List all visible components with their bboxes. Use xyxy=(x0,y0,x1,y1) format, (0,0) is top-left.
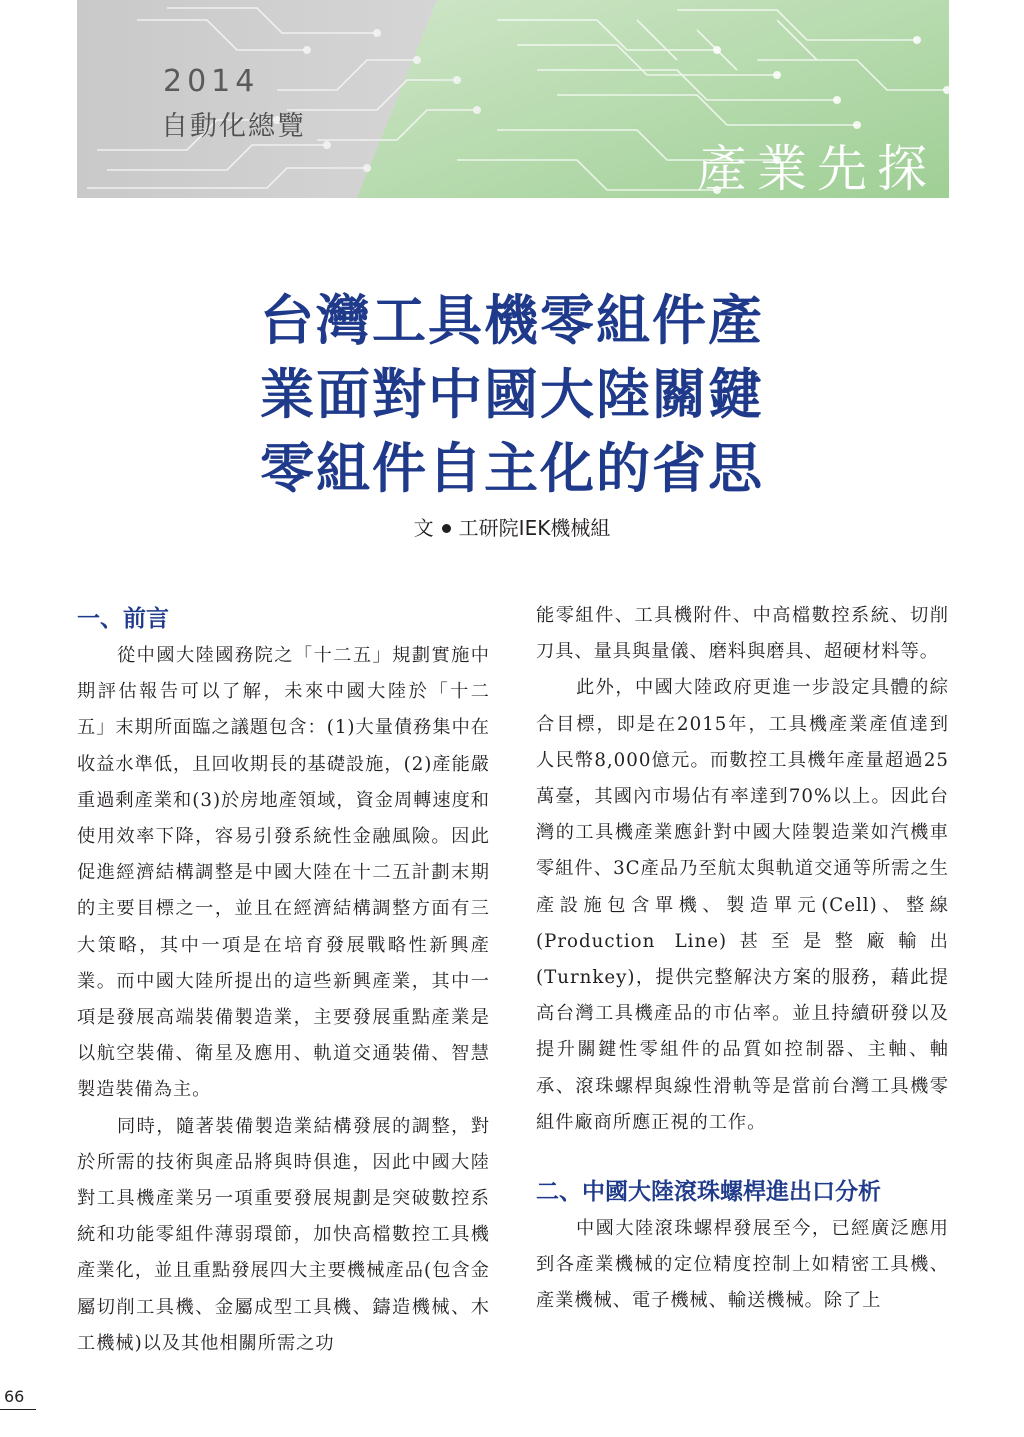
byline xyxy=(0,512,1024,541)
bullet-dot-icon xyxy=(442,524,451,533)
page-number: 66 xyxy=(4,1387,25,1406)
title-line-3: 零組件自主化的省思 xyxy=(260,437,764,500)
section-spacer xyxy=(536,1141,949,1171)
section-heading-analysis: 二、中國大陸滾珠螺桿進出口分析 xyxy=(536,1179,881,1206)
paragraph: 從中國大陸國務院之「十二五」規劃實施中期評估報告可以了解，未來中國大陸於「十二五」末期所面臨之議題包含：(1)大量債務集中在收益水準低，且回收期長的基礎設施，(2)產能嚴重過剩產業和(3)於房地產領域，資金周轉速度和使用效率下降，容易引發系統性金融風險。因此促進經濟結構調整是中國大陸在十二五計劃末期的主要目標之一，並且在經濟結構調整方面有三大策略，其中一項是在培育發展戰略性新興產業。而中國大陸所提出的這些新興產業，其中一項是發展高端裝備製造業，主要發展重點產業是以航空裝備、衛星及應用、軌道交通裝備、智慧製造裝備為主。 xyxy=(77,645,490,1101)
issue-year: 2014 xyxy=(163,64,260,99)
header-banner xyxy=(77,0,949,198)
right-column xyxy=(536,598,949,1320)
section-heading-intro: 一、前言 xyxy=(77,606,169,632)
paragraph: 此外，中國大陸政府更進一步設定具體的綜合目標，即是在2015年，工具機產業產值達到人民幣8,000億元。而數控工具機年產量超過25萬臺，其國內市場佔有率達到70%以上。因此台灣的工具機產業應針對中國大陸製造業如汽機車零組件、3C產品乃至航太與軌道交通等所需之生產設施包含單機、製造單元(Cell)、整線(Production Line)甚至是整廠輸出(Turnkey)，提供完整解決方案的服務，藉此提高台灣工具機產品的市佔率。並且持續研發以及提升關鍵性零組件的品質如控制器、主軸、軸承、滾珠螺桿與線性滑軌等是當前台灣工具機零組件廠商所應正視的工作。 xyxy=(536,677,949,1133)
title-line-2: 業面對中國大陸關鍵 xyxy=(260,363,764,426)
paragraph: 同時，隨著裝備製造業結構發展的調整，對於所需的技術與產品將與時俱進，因此中國大陸對工具機產業另一項重要發展規劃是突破數控系統和功能零組件薄弱環節，加快高檔數控工具機產業化，並且重點發展四大主要機械產品(包含金屬切削工具機、金屬成型工具機、鑄造機械、木工機械)以及其他相關所需之功 xyxy=(77,1115,490,1354)
page-number-rule xyxy=(0,1409,36,1410)
section-label: 產業先探 xyxy=(697,140,937,198)
title-line-1: 台灣工具機零組件產 xyxy=(260,289,764,352)
magazine-name: 自動化總覽 xyxy=(161,111,306,142)
paragraph-continued: 能零組件、工具機附件、中高檔數控系統、切削刀具、量具與量儀、磨料與磨具、超硬材料等。 xyxy=(536,605,949,663)
byline-author: 工研院IEK機械組 xyxy=(458,516,611,540)
article-title xyxy=(0,284,1024,506)
left-column xyxy=(77,598,490,1362)
paragraph: 中國大陸滾珠螺桿發展至今，已經廣泛應用到各產業機械的定位精度控制上如精密工具機、產業機械、電子機械、輸送機械。除了上 xyxy=(536,1218,949,1312)
byline-prefix: 文 xyxy=(413,516,434,540)
